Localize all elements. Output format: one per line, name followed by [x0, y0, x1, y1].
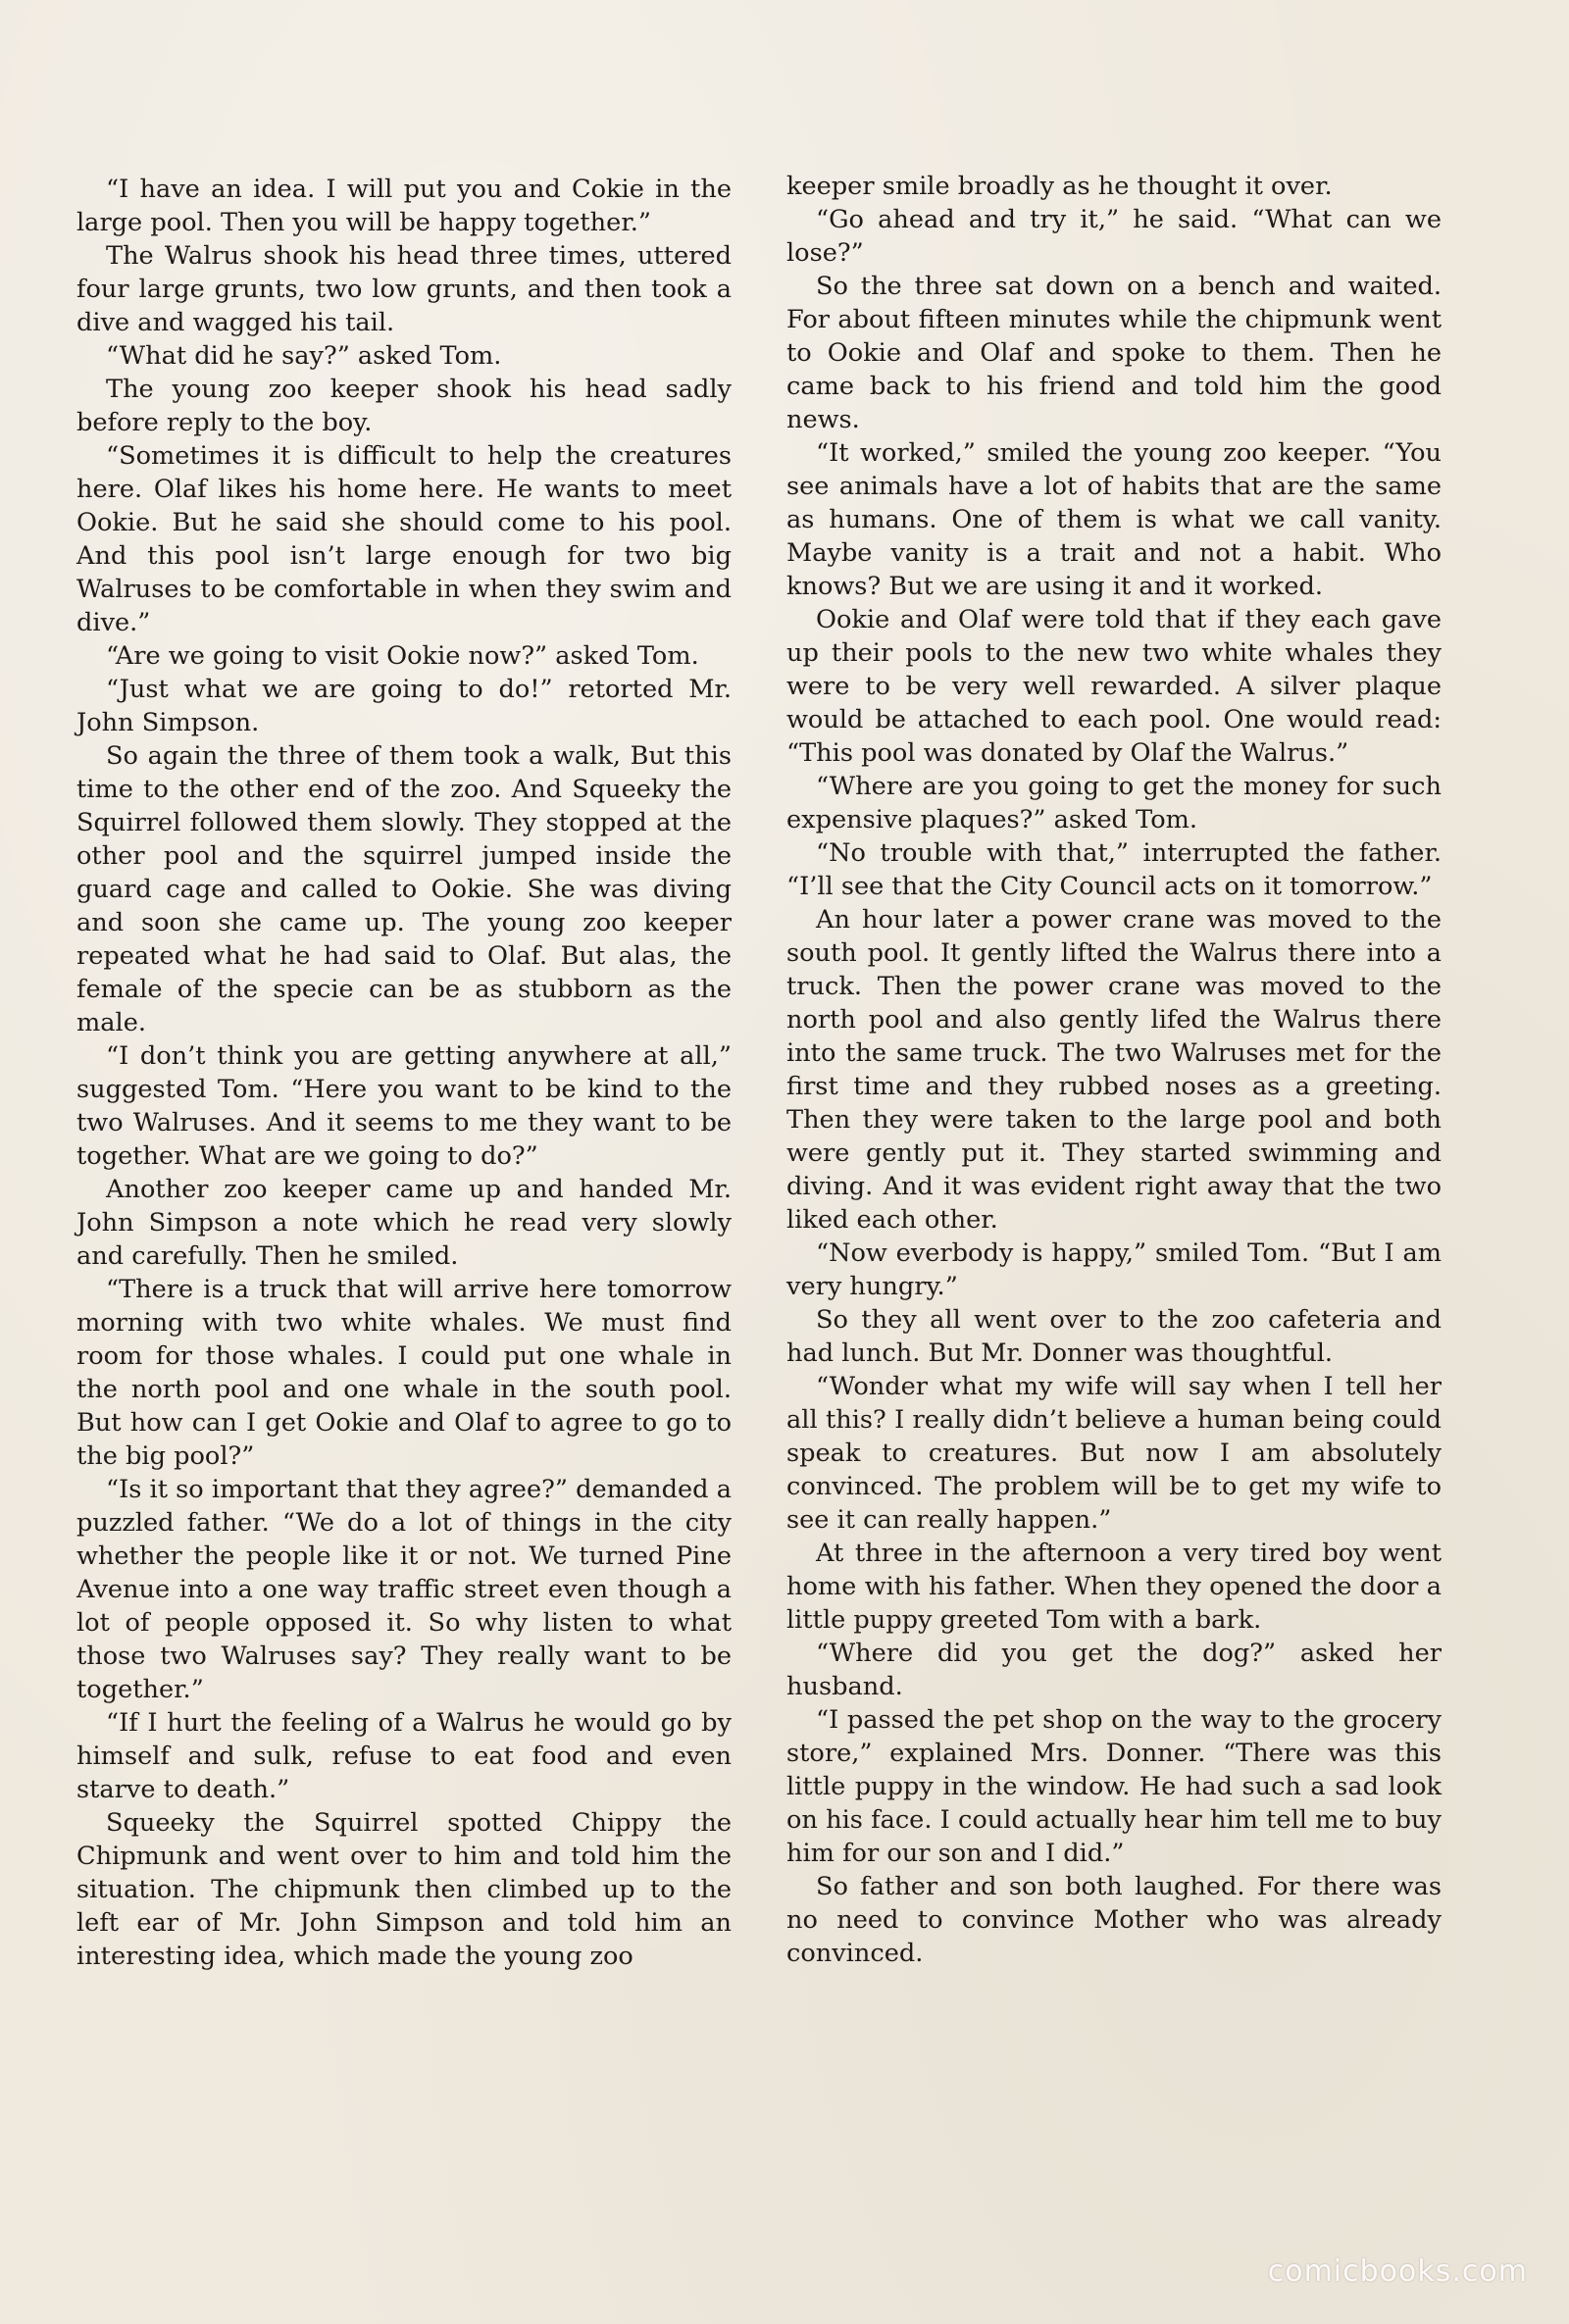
- paragraph: Another zoo keeper came up and handed Mr. John Simpson a note which he read very slowly and carefully. Then he smiled.: [76, 1175, 732, 1271]
- paragraph: “Sometimes it is difficult to help the creatures here. Olaf likes his home here. He wants to meet Ookie. But he said she should come to his pool. And this pool isn’t large enough for two big Walruses to be comfortable in when they swim and dive.”: [76, 441, 732, 637]
- paragraph: So again the three of them took a walk, But this time to the other end of the zoo. And Squeeky the Squirrel followed them slowly. They stopped at the other pool and the squirrel jumped inside the guard cage and called to Ookie. She was diving and soon she came up. The young zoo keeper repeated what he had said to Olaf. But alas, the female of the specie can be as stubborn as the male.: [76, 741, 732, 1037]
- right-text-column: [786, 170, 1442, 1970]
- paragraph: “It worked,” smiled the young zoo keeper. “You see animals have a lot of habits that are the same as humans. One of them is what we call vanity. Maybe vanity is a trait and not a habit. Who knows? But we are using it and it worked.: [786, 438, 1442, 601]
- paragraph: “I have an idea. I will put you and Cokie in the large pool. Then you will be happy together.”: [76, 175, 732, 237]
- paragraph: So the three sat down on a bench and waited. For about fifteen minutes while the chipmunk went to Ookie and Olaf and spoke to them. Then he came back to his friend and told him the good news.: [786, 272, 1442, 434]
- paragraph: “I passed the pet shop on the way to the grocery store,” explained Mrs. Donner. “There was this little puppy in the window. He had such a sad look on his face. I could actually hear him tell me to buy him for our son and I did.”: [786, 1705, 1442, 1868]
- site-watermark: comicbooks.com: [1267, 2254, 1528, 2289]
- left-text-column: [76, 173, 732, 1973]
- paragraph: “No trouble with that,” interrupted the father. “I’ll see that the City Council acts on it tomorrow.”: [786, 838, 1442, 901]
- paragraph: “Now everbody is happy,” smiled Tom. “But I am very hungry.”: [786, 1238, 1442, 1301]
- paragraph: The young zoo keeper shook his head sadly before reply to the boy.: [76, 375, 732, 437]
- continued-paragraph: keeper smile broadly as he thought it over.: [786, 172, 1333, 201]
- paragraph: “Are we going to visit Ookie now?” asked Tom.: [106, 641, 699, 671]
- paragraph: “Just what we are going to do!” retorted Mr. John Simpson.: [76, 675, 732, 737]
- paragraph: “What did he say?” asked Tom.: [106, 341, 502, 371]
- paragraph: “If I hurt the feeling of a Walrus he would go by himself and sulk, refuse to eat food and even starve to death.”: [76, 1708, 732, 1804]
- paragraph: So father and son both laughed. For there was no need to convince Mother who was already convinced.: [786, 1872, 1442, 1968]
- paragraph: At three in the afternoon a very tired boy went home with his father. When they opened the door a little puppy greeted Tom with a bark.: [786, 1539, 1442, 1635]
- paragraph: The Walrus shook his head three times, uttered four large grunts, two low grunts, and then took a dive and wagged his tail.: [76, 241, 732, 337]
- paragraph: So they all went over to the zoo cafeteria and had lunch. But Mr. Donner was thoughtful.: [786, 1305, 1442, 1368]
- paragraph: “Go ahead and try it,” he said. “What can we lose?”: [786, 205, 1442, 268]
- paragraph: “I don’t think you are getting anywhere at all,” suggested Tom. “Here you want to be kind to the two Walruses. And it seems to me they want to be together. What are we going to do?”: [76, 1041, 732, 1171]
- paragraph: “Wonder what my wife will say when I tell her all this? I really didn’t believe a human being could speak to creatures. But now I am absolutely convinced. The problem will be to get my wife to see it can really happen.”: [786, 1372, 1442, 1535]
- paragraph: An hour later a power crane was moved to the south pool. It gently lifted the Walrus there into a truck. Then the power crane was moved to the north pool and also gently lifed the Walrus there into the same truck. The two Walruses met for the first time and they rubbed noses as a greeting. Then they were taken to the large pool and both were gently put it. They started swimming and diving. And it was evident right away that the two liked each other.: [786, 905, 1442, 1235]
- paragraph: “Where are you going to get the money for such expensive plaques?” asked Tom.: [786, 772, 1442, 834]
- paragraph: “There is a truck that will arrive here tomorrow morning with two white whales. We must find room for those whales. I could put one whale in the north pool and one whale in the south pool. But how can I get Ookie and Olaf to agree to go to the big pool?”: [76, 1275, 732, 1471]
- paragraph: “Is it so important that they agree?” demanded a puzzled father. “We do a lot of things in the city whether the people like it or not. We turned Pine Avenue into a one way traffic street even though a lot of people opposed it. So why listen to what those two Walruses say? They really want to be together.”: [76, 1475, 732, 1704]
- paragraph: “Where did you get the dog?” asked her husband.: [786, 1639, 1442, 1701]
- paragraph: Ookie and Olaf were told that if they each gave up their pools to the new two white whales they were to be very well rewarded. A silver plaque would be attached to each pool. One would read: “This pool was donated by Olaf the Walrus.”: [786, 605, 1442, 768]
- paragraph: Squeeky the Squirrel spotted Chippy the Chipmunk and went over to him and told him the situation. The chipmunk then climbed up to the left ear of Mr. John Simpson and told him an interesting idea, which made the young zoo: [76, 1808, 732, 1971]
